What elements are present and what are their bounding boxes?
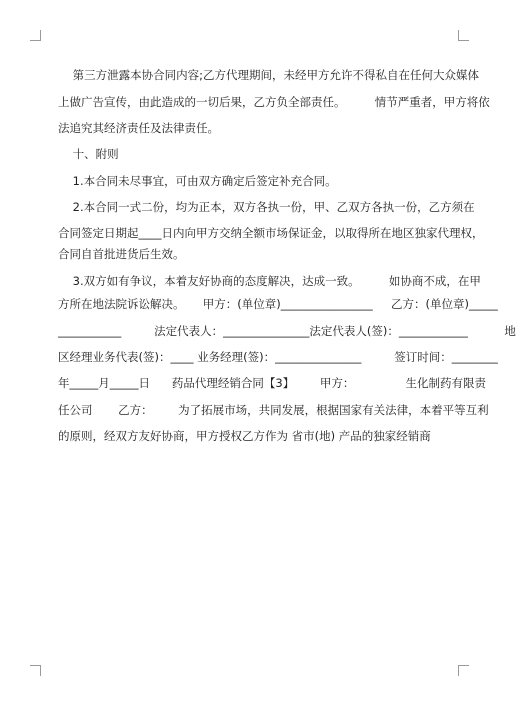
body-line: 2.本合同一式二份，均为正本，双方各执一份，甲、乙双方各执一份，乙方须在 <box>58 200 475 214</box>
body-line: 合同签定日期起____日内向甲方交纳全额市场保证金，以取得所在地区独家代理权， <box>58 226 484 240</box>
crop-mark-top-right <box>458 30 469 41</box>
body-line: 1.本合同未尽事宜，可由双方确定后签定补充合同。 <box>58 174 337 188</box>
crop-mark-top-left <box>30 30 41 41</box>
crop-mark-bottom-left <box>30 665 41 676</box>
crop-mark-bottom-right <box>458 665 469 676</box>
body-line: ___________ 法定代表人：_______________法定代表人(签)：____________ 地 <box>58 324 516 338</box>
body-line: 任公司 乙方： 为了拓展市场，共同发展，根据国家有关法律，本着平等互利 <box>58 403 489 417</box>
section-heading: 十、附则 <box>58 147 119 161</box>
body-line: 上做广告宣传，由此造成的一切后果，乙方负全部责任。 情节严重者，甲方将依 <box>58 95 490 109</box>
body-line: 合同自首批进货后生效。 <box>58 247 185 261</box>
body-line: 的原则，经双方友好协商，甲方授权乙方作为 省市(地) 产品的独家经销商 <box>58 429 431 443</box>
body-line: 年_____月_____日 药品代理经销合同【3】 甲方： 生化制药有限责 <box>58 376 487 390</box>
body-line: 法追究其经济责任及法律责任。 <box>58 121 219 135</box>
body-line: 方所在地法院诉讼解决。 甲方：(单位章)________________ 乙方：(单位章)_____ <box>58 297 498 311</box>
body-line: 3.双方如有争议，本着友好协商的态度解决，达成一致。 如协商不成，在甲 <box>58 274 481 288</box>
body-line: 区经理业务代表(签)：____ 业务经理(签)：_______________ 签订时间：________ <box>58 350 498 364</box>
body-line: 第三方泄露本协合同内容;乙方代理期间，未经甲方允许不得私自在任何大众媒体 <box>58 68 479 82</box>
